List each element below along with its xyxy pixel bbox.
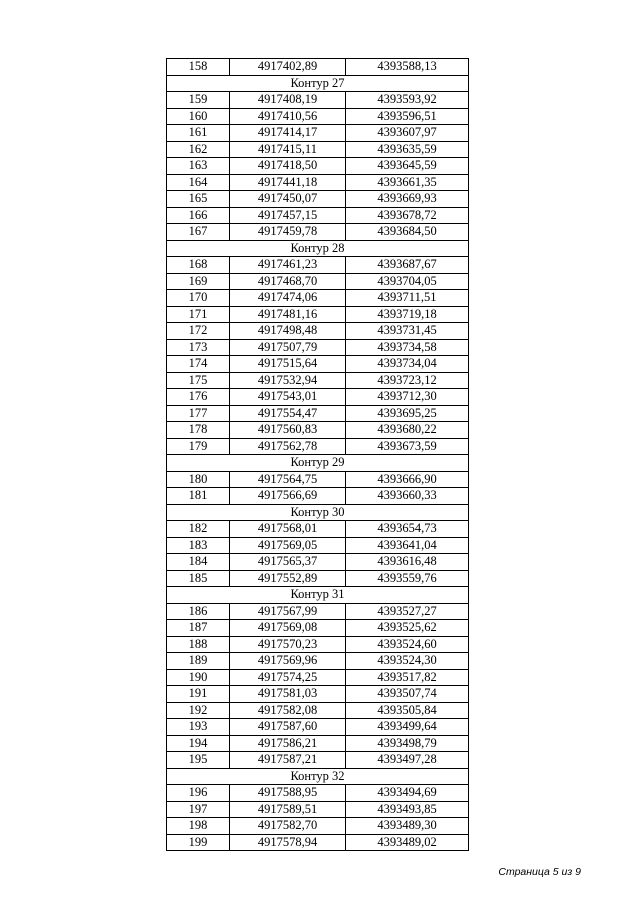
point-number-cell: 164 (167, 174, 230, 191)
point-number-cell: 175 (167, 372, 230, 389)
y-coordinate-cell: 4393505,84 (346, 702, 469, 719)
y-coordinate-cell: 4393616,48 (346, 554, 469, 571)
x-coordinate-cell: 4917581,03 (230, 686, 346, 703)
contour-label: Контур 32 (167, 768, 469, 785)
point-number-cell: 194 (167, 735, 230, 752)
x-coordinate-cell: 4917415,11 (230, 141, 346, 158)
table-row (167, 620, 469, 637)
contour-header-row (167, 587, 469, 604)
y-coordinate-cell: 4393723,12 (346, 372, 469, 389)
table-row (167, 92, 469, 109)
y-coordinate-cell: 4393527,27 (346, 603, 469, 620)
point-number-cell: 190 (167, 669, 230, 686)
table-row (167, 191, 469, 208)
point-number-cell: 169 (167, 273, 230, 290)
y-coordinate-cell: 4393517,82 (346, 669, 469, 686)
table-row (167, 801, 469, 818)
x-coordinate-cell: 4917564,75 (230, 471, 346, 488)
x-coordinate-cell: 4917588,95 (230, 785, 346, 802)
point-number-cell: 163 (167, 158, 230, 175)
contour-header-row (167, 504, 469, 521)
table-row (167, 834, 469, 851)
x-coordinate-cell: 4917582,08 (230, 702, 346, 719)
point-number-cell: 188 (167, 636, 230, 653)
y-coordinate-cell: 4393498,79 (346, 735, 469, 752)
x-coordinate-cell: 4917468,70 (230, 273, 346, 290)
y-coordinate-cell: 4393489,02 (346, 834, 469, 851)
point-number-cell: 195 (167, 752, 230, 769)
coordinates-table-body (167, 59, 469, 851)
point-number-cell: 158 (167, 59, 230, 76)
table-row (167, 554, 469, 571)
x-coordinate-cell: 4917568,01 (230, 521, 346, 538)
y-coordinate-cell: 4393673,59 (346, 438, 469, 455)
x-coordinate-cell: 4917567,99 (230, 603, 346, 620)
y-coordinate-cell: 4393593,92 (346, 92, 469, 109)
contour-label: Контур 27 (167, 75, 469, 92)
point-number-cell: 166 (167, 207, 230, 224)
point-number-cell: 196 (167, 785, 230, 802)
x-coordinate-cell: 4917461,23 (230, 257, 346, 274)
table-row (167, 257, 469, 274)
table-row (167, 108, 469, 125)
table-row (167, 356, 469, 373)
contour-header-row (167, 768, 469, 785)
point-number-cell: 183 (167, 537, 230, 554)
point-number-cell: 189 (167, 653, 230, 670)
x-coordinate-cell: 4917587,21 (230, 752, 346, 769)
point-number-cell: 179 (167, 438, 230, 455)
point-number-cell: 168 (167, 257, 230, 274)
point-number-cell: 192 (167, 702, 230, 719)
y-coordinate-cell: 4393524,30 (346, 653, 469, 670)
y-coordinate-cell: 4393524,60 (346, 636, 469, 653)
y-coordinate-cell: 4393680,22 (346, 422, 469, 439)
y-coordinate-cell: 4393499,64 (346, 719, 469, 736)
y-coordinate-cell: 4393588,13 (346, 59, 469, 76)
x-coordinate-cell: 4917408,19 (230, 92, 346, 109)
y-coordinate-cell: 4393731,45 (346, 323, 469, 340)
x-coordinate-cell: 4917578,94 (230, 834, 346, 851)
point-number-cell: 170 (167, 290, 230, 307)
y-coordinate-cell: 4393641,04 (346, 537, 469, 554)
table-row (167, 306, 469, 323)
coordinates-table (166, 58, 469, 851)
x-coordinate-cell: 4917565,37 (230, 554, 346, 571)
x-coordinate-cell: 4917570,23 (230, 636, 346, 653)
x-coordinate-cell: 4917569,96 (230, 653, 346, 670)
y-coordinate-cell: 4393489,30 (346, 818, 469, 835)
table-row (167, 669, 469, 686)
table-row (167, 603, 469, 620)
y-coordinate-cell: 4393687,67 (346, 257, 469, 274)
x-coordinate-cell: 4917582,70 (230, 818, 346, 835)
contour-label: Контур 31 (167, 587, 469, 604)
table-row (167, 59, 469, 76)
y-coordinate-cell: 4393559,76 (346, 570, 469, 587)
y-coordinate-cell: 4393669,93 (346, 191, 469, 208)
table-row (167, 818, 469, 835)
table-row (167, 224, 469, 241)
x-coordinate-cell: 4917532,94 (230, 372, 346, 389)
contour-header-row (167, 455, 469, 472)
point-number-cell: 193 (167, 719, 230, 736)
point-number-cell: 174 (167, 356, 230, 373)
table-row (167, 158, 469, 175)
point-number-cell: 182 (167, 521, 230, 538)
x-coordinate-cell: 4917507,79 (230, 339, 346, 356)
x-coordinate-cell: 4917450,07 (230, 191, 346, 208)
y-coordinate-cell: 4393666,90 (346, 471, 469, 488)
y-coordinate-cell: 4393695,25 (346, 405, 469, 422)
point-number-cell: 185 (167, 570, 230, 587)
point-number-cell: 178 (167, 422, 230, 439)
table-row (167, 207, 469, 224)
x-coordinate-cell: 4917402,89 (230, 59, 346, 76)
point-number-cell: 191 (167, 686, 230, 703)
x-coordinate-cell: 4917562,78 (230, 438, 346, 455)
contour-label: Контур 30 (167, 504, 469, 521)
x-coordinate-cell: 4917566,69 (230, 488, 346, 505)
point-number-cell: 161 (167, 125, 230, 142)
table-row (167, 405, 469, 422)
table-row (167, 702, 469, 719)
point-number-cell: 186 (167, 603, 230, 620)
table-row (167, 686, 469, 703)
y-coordinate-cell: 4393734,04 (346, 356, 469, 373)
point-number-cell: 177 (167, 405, 230, 422)
x-coordinate-cell: 4917589,51 (230, 801, 346, 818)
table-row (167, 752, 469, 769)
x-coordinate-cell: 4917560,83 (230, 422, 346, 439)
y-coordinate-cell: 4393719,18 (346, 306, 469, 323)
contour-header-row (167, 240, 469, 257)
y-coordinate-cell: 4393507,74 (346, 686, 469, 703)
table-row (167, 339, 469, 356)
y-coordinate-cell: 4393654,73 (346, 521, 469, 538)
table-row (167, 125, 469, 142)
table-row (167, 290, 469, 307)
table-row (167, 735, 469, 752)
table-row (167, 422, 469, 439)
contour-label: Контур 29 (167, 455, 469, 472)
point-number-cell: 184 (167, 554, 230, 571)
table-row (167, 636, 469, 653)
x-coordinate-cell: 4917459,78 (230, 224, 346, 241)
x-coordinate-cell: 4917587,60 (230, 719, 346, 736)
x-coordinate-cell: 4917441,18 (230, 174, 346, 191)
x-coordinate-cell: 4917574,25 (230, 669, 346, 686)
x-coordinate-cell: 4917543,01 (230, 389, 346, 406)
y-coordinate-cell: 4393607,97 (346, 125, 469, 142)
point-number-cell: 160 (167, 108, 230, 125)
point-number-cell: 173 (167, 339, 230, 356)
table-row (167, 785, 469, 802)
table-row (167, 488, 469, 505)
point-number-cell: 181 (167, 488, 230, 505)
table-row (167, 174, 469, 191)
y-coordinate-cell: 4393678,72 (346, 207, 469, 224)
y-coordinate-cell: 4393635,59 (346, 141, 469, 158)
point-number-cell: 176 (167, 389, 230, 406)
point-number-cell: 197 (167, 801, 230, 818)
y-coordinate-cell: 4393596,51 (346, 108, 469, 125)
point-number-cell: 159 (167, 92, 230, 109)
y-coordinate-cell: 4393712,30 (346, 389, 469, 406)
table-row (167, 537, 469, 554)
point-number-cell: 162 (167, 141, 230, 158)
y-coordinate-cell: 4393493,85 (346, 801, 469, 818)
table-row (167, 389, 469, 406)
point-number-cell: 187 (167, 620, 230, 637)
x-coordinate-cell: 4917457,15 (230, 207, 346, 224)
y-coordinate-cell: 4393684,50 (346, 224, 469, 241)
point-number-cell: 172 (167, 323, 230, 340)
table-row (167, 521, 469, 538)
x-coordinate-cell: 4917554,47 (230, 405, 346, 422)
table-row (167, 273, 469, 290)
y-coordinate-cell: 4393734,58 (346, 339, 469, 356)
y-coordinate-cell: 4393661,35 (346, 174, 469, 191)
table-row (167, 141, 469, 158)
x-coordinate-cell: 4917498,48 (230, 323, 346, 340)
point-number-cell: 198 (167, 818, 230, 835)
table-row (167, 570, 469, 587)
y-coordinate-cell: 4393645,59 (346, 158, 469, 175)
x-coordinate-cell: 4917552,89 (230, 570, 346, 587)
y-coordinate-cell: 4393711,51 (346, 290, 469, 307)
x-coordinate-cell: 4917481,16 (230, 306, 346, 323)
table-row (167, 653, 469, 670)
y-coordinate-cell: 4393660,33 (346, 488, 469, 505)
point-number-cell: 180 (167, 471, 230, 488)
table-row (167, 471, 469, 488)
point-number-cell: 199 (167, 834, 230, 851)
x-coordinate-cell: 4917474,06 (230, 290, 346, 307)
y-coordinate-cell: 4393494,69 (346, 785, 469, 802)
table-row (167, 719, 469, 736)
contour-header-row (167, 75, 469, 92)
y-coordinate-cell: 4393497,28 (346, 752, 469, 769)
contour-label: Контур 28 (167, 240, 469, 257)
page-number: Страница 5 из 9 (498, 866, 581, 878)
table-row (167, 372, 469, 389)
point-number-cell: 165 (167, 191, 230, 208)
x-coordinate-cell: 4917515,64 (230, 356, 346, 373)
point-number-cell: 171 (167, 306, 230, 323)
table-row (167, 323, 469, 340)
x-coordinate-cell: 4917414,17 (230, 125, 346, 142)
x-coordinate-cell: 4917418,50 (230, 158, 346, 175)
y-coordinate-cell: 4393704,05 (346, 273, 469, 290)
x-coordinate-cell: 4917569,05 (230, 537, 346, 554)
table-row (167, 438, 469, 455)
point-number-cell: 167 (167, 224, 230, 241)
x-coordinate-cell: 4917410,56 (230, 108, 346, 125)
x-coordinate-cell: 4917586,21 (230, 735, 346, 752)
x-coordinate-cell: 4917569,08 (230, 620, 346, 637)
y-coordinate-cell: 4393525,62 (346, 620, 469, 637)
